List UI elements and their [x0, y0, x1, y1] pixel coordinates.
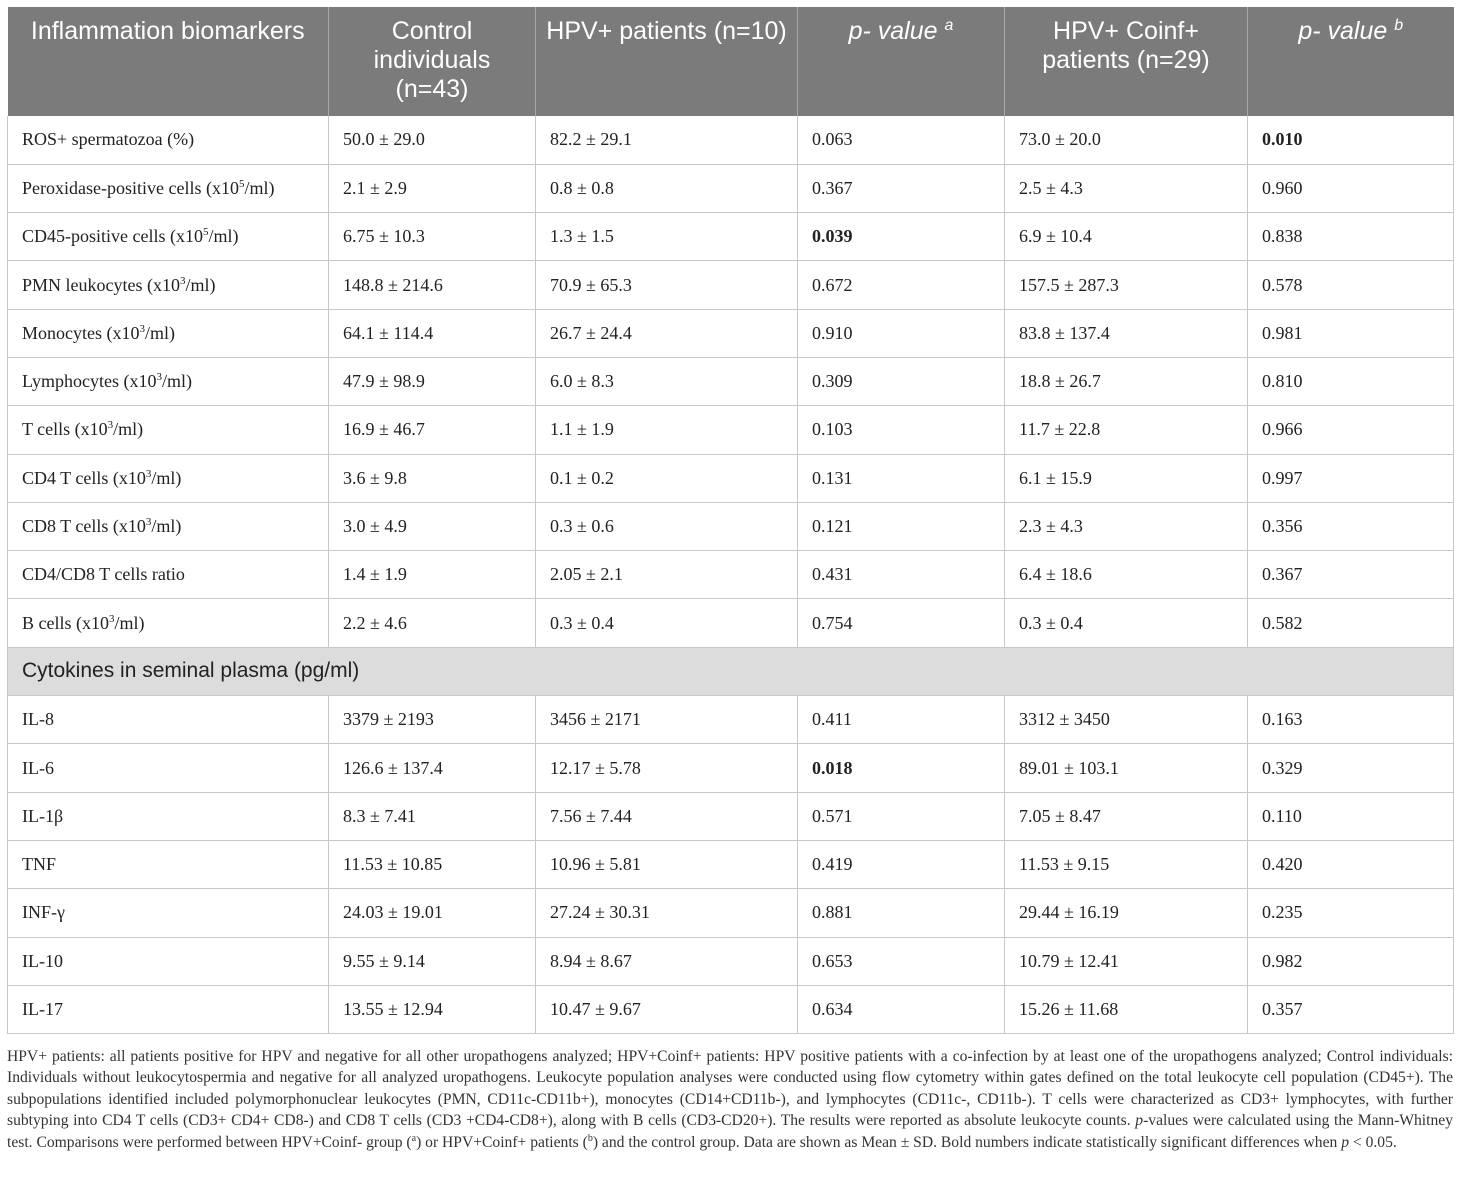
unit-exponent: 3: [179, 274, 186, 287]
p-value-b: 0.982: [1248, 937, 1454, 985]
unit-exponent: 3: [107, 419, 114, 432]
unit-suffix: /ml): [113, 419, 144, 440]
p-value-a: 0.367: [798, 164, 1005, 212]
control-value: 64.1 ± 114.4: [329, 309, 536, 357]
footnote-sup-a: a: [411, 1132, 417, 1144]
cytokine-name: INF-γ: [8, 889, 329, 937]
footnote-p-italic: p: [1135, 1112, 1144, 1130]
biomarker-label: CD45-positive cells (x10: [22, 226, 203, 247]
control-value: 50.0 ± 29.0: [329, 116, 536, 164]
coinf-value: 157.5 ± 287.3: [1005, 261, 1248, 309]
header-p-value-a-label: p- value: [848, 17, 938, 45]
table-footnote: [7, 1046, 1453, 1153]
unit-exponent: 3: [145, 516, 152, 529]
biomarker-label: CD4/CD8 T cells ratio: [22, 564, 185, 585]
hpv-value: 10.47 ± 9.67: [536, 985, 798, 1033]
p-value-a: 0.910: [798, 309, 1005, 357]
coinf-value: 6.9 ± 10.4: [1005, 213, 1248, 261]
footnote-sup-b: b: [587, 1132, 593, 1144]
table-row: [8, 502, 1454, 550]
hpv-value: 10.96 ± 5.81: [536, 840, 798, 888]
p-value-a: 0.653: [798, 937, 1005, 985]
p-value-b: 0.367: [1248, 551, 1454, 599]
p-value-a: 0.419: [798, 840, 1005, 888]
p-value-b: 0.357: [1248, 985, 1454, 1033]
hpv-value: 3456 ± 2171: [536, 696, 798, 744]
hpv-value: 0.3 ± 0.4: [536, 599, 798, 647]
header-coinf: HPV+ Coinf+ patients (n=29): [1005, 7, 1248, 116]
cytokine-name: IL-8: [8, 696, 329, 744]
table-row: [8, 213, 1454, 261]
unit-exponent: 3: [139, 322, 145, 335]
hpv-value: 8.94 ± 8.67: [536, 937, 798, 985]
coinf-value: 7.05 ± 8.47: [1005, 792, 1248, 840]
header-p-value-a: [798, 7, 1005, 116]
footnote-text-2: -values were calculated using the Mann-Whitney test. Comparisons were performed between HPV+Coinf- group (: [7, 1112, 1453, 1151]
unit-suffix: /ml): [151, 516, 182, 537]
coinf-value: 2.5 ± 4.3: [1005, 164, 1248, 212]
control-value: 2.2 ± 4.6: [329, 599, 536, 647]
section-row-cytokines: [8, 647, 1454, 695]
table-row: [8, 164, 1454, 212]
unit-suffix: /ml): [244, 177, 275, 198]
coinf-value: 0.3 ± 0.4: [1005, 599, 1248, 647]
coinf-value: 6.1 ± 15.9: [1005, 454, 1248, 502]
hpv-value: 7.56 ± 7.44: [536, 792, 798, 840]
p-value-b: 0.578: [1248, 261, 1454, 309]
coinf-value: 15.26 ± 11.68: [1005, 985, 1248, 1033]
hpv-value: 82.2 ± 29.1: [536, 116, 798, 164]
header-p-value-a-sup: a: [944, 17, 954, 34]
footnote-text-4: ) and the control group. Data are shown as Mean ± SD. Bold numbers indicate statistically significant differences when: [592, 1133, 1342, 1151]
biomarker-name: [8, 261, 329, 309]
control-value: 6.75 ± 10.3: [329, 213, 536, 261]
biomarker-label: B cells (x10: [22, 612, 109, 633]
table-row: [8, 454, 1454, 502]
control-value: 148.8 ± 214.6: [329, 261, 536, 309]
coinf-value: 89.01 ± 103.1: [1005, 744, 1248, 792]
table-row: [8, 792, 1454, 840]
coinf-value: 10.79 ± 12.41: [1005, 937, 1248, 985]
header-hpv: HPV+ patients (n=10): [536, 7, 798, 116]
p-value-a: 0.309: [798, 357, 1005, 405]
biomarker-name: [8, 551, 329, 599]
biomarker-label: Monocytes (x10: [22, 322, 140, 343]
header-p-value-b-sup: b: [1394, 17, 1404, 34]
p-value-a: 0.634: [798, 985, 1005, 1033]
unit-exponent: 3: [156, 371, 162, 384]
biomarker-label: ROS+ spermatozoa (%): [22, 129, 195, 150]
cytokine-name: IL-10: [8, 937, 329, 985]
table-row: [8, 551, 1454, 599]
hpv-value: 27.24 ± 30.31: [536, 889, 798, 937]
p-value-a: 0.103: [798, 406, 1005, 454]
unit-exponent: 3: [145, 467, 152, 480]
biomarker-name: [8, 116, 329, 164]
footnote-p-italic-2: p: [1341, 1133, 1349, 1151]
control-value: 3.6 ± 9.8: [329, 454, 536, 502]
p-value-a: 0.754: [798, 599, 1005, 647]
hpv-value: 6.0 ± 8.3: [536, 357, 798, 405]
coinf-value: 11.7 ± 22.8: [1005, 406, 1248, 454]
table-row: [8, 261, 1454, 309]
unit-exponent: 3: [109, 612, 115, 625]
control-value: 126.6 ± 137.4: [329, 744, 536, 792]
p-value-b: 0.966: [1248, 406, 1454, 454]
hpv-value: 0.8 ± 0.8: [536, 164, 798, 212]
biomarker-name: [8, 599, 329, 647]
cytokine-name: TNF: [8, 840, 329, 888]
cytokine-name: IL-6: [8, 744, 329, 792]
control-value: 11.53 ± 10.85: [329, 840, 536, 888]
control-value: 2.1 ± 2.9: [329, 164, 536, 212]
table-row: [8, 357, 1454, 405]
p-value-b: 0.997: [1248, 454, 1454, 502]
table-row: [8, 840, 1454, 888]
section-title: Cytokines in seminal plasma (pg/ml): [8, 647, 1454, 695]
biomarker-label: CD4 T cells (x10: [22, 467, 146, 488]
biomarkers-table: [7, 7, 1454, 1034]
unit-suffix: /ml): [185, 274, 216, 295]
biomarker-label: PMN leukocytes (x10: [22, 274, 180, 295]
cytokine-name: IL-17: [8, 985, 329, 1033]
control-value: 47.9 ± 98.9: [329, 357, 536, 405]
unit-suffix: /ml): [208, 226, 239, 247]
control-value: 1.4 ± 1.9: [329, 551, 536, 599]
unit-suffix: /ml): [151, 467, 182, 488]
p-value-b: 0.981: [1248, 309, 1454, 357]
unit-exponent: 5: [202, 226, 209, 239]
control-value: 9.55 ± 9.14: [329, 937, 536, 985]
unit-suffix: /ml): [161, 371, 192, 392]
coinf-value: 73.0 ± 20.0: [1005, 116, 1248, 164]
p-value-b: 0.420: [1248, 840, 1454, 888]
p-value-b: 0.163: [1248, 696, 1454, 744]
table-row: [8, 937, 1454, 985]
control-value: 24.03 ± 19.01: [329, 889, 536, 937]
control-value: 16.9 ± 46.7: [329, 406, 536, 454]
biomarker-label: T cells (x10: [22, 419, 108, 440]
biomarker-name: [8, 309, 329, 357]
coinf-value: 83.8 ± 137.4: [1005, 309, 1248, 357]
unit-suffix: /ml): [144, 322, 175, 343]
p-value-a: 0.431: [798, 551, 1005, 599]
table-row: [8, 406, 1454, 454]
p-value-a: 0.063: [798, 116, 1005, 164]
table-row: [8, 116, 1454, 164]
header-p-value-b-label: p- value: [1298, 17, 1388, 45]
table-row: [8, 599, 1454, 647]
control-value: 3379 ± 2193: [329, 696, 536, 744]
table-header: [8, 7, 1454, 116]
table-row: [8, 309, 1454, 357]
footnote-text-3: ) or HPV+Coinf+ patients (: [416, 1133, 588, 1151]
cytokine-name: IL-1β: [8, 792, 329, 840]
header-p-value-b: [1248, 7, 1454, 116]
table-row: [8, 744, 1454, 792]
unit-exponent: 5: [238, 177, 245, 190]
p-value-a: 0.121: [798, 502, 1005, 550]
p-value-a: 0.039: [798, 213, 1005, 261]
header-biomarkers: Inflammation biomarkers: [8, 7, 329, 116]
p-value-a: 0.571: [798, 792, 1005, 840]
biomarker-name: [8, 454, 329, 502]
footnote-text-5: < 0.05.: [1348, 1133, 1397, 1151]
control-value: 8.3 ± 7.41: [329, 792, 536, 840]
biomarker-name: [8, 406, 329, 454]
hpv-value: 0.3 ± 0.6: [536, 502, 798, 550]
biomarker-label: Peroxidase-positive cells (x10: [22, 177, 239, 198]
unit-suffix: /ml): [114, 612, 145, 633]
coinf-value: 2.3 ± 4.3: [1005, 502, 1248, 550]
p-value-b: 0.235: [1248, 889, 1454, 937]
coinf-value: 6.4 ± 18.6: [1005, 551, 1248, 599]
control-value: 3.0 ± 4.9: [329, 502, 536, 550]
p-value-a: 0.672: [798, 261, 1005, 309]
table-row: [8, 985, 1454, 1033]
hpv-value: 0.1 ± 0.2: [536, 454, 798, 502]
p-value-b: 0.838: [1248, 213, 1454, 261]
hpv-value: 1.3 ± 1.5: [536, 213, 798, 261]
control-value: 13.55 ± 12.94: [329, 985, 536, 1033]
p-value-b: 0.810: [1248, 357, 1454, 405]
coinf-value: 18.8 ± 26.7: [1005, 357, 1248, 405]
footnote-text-1: HPV+ patients: all patients positive for HPV and negative for all other uropathogens analyzed; HPV+Coinf+ patients: HPV positive patients with a co-infection by at least one of the uropathogens analyzed; Control individuals: Individuals without leukocytospermia and negative for all analyzed uropathogens. Leukocyte population analyses were conducted using flow cytometry within gates defined on the total leukocyte cell population (CD45+). The subpopulations identified included polymorphonuclear leukocytes (PMN, CD11c-CD11b+), monocytes (CD14+CD11b-), and lymphocytes (CD11c-, CD11b-). T cells were characterized as CD3+ lymphocytes, with further subtyping into CD4 T cells (CD3+ CD4+ CD8-) and CD8 T cells (CD3 +CD4-CD8+), along with B cells (CD3-CD20+). The results were reported as absolute leukocyte counts.: [7, 1048, 1453, 1130]
header-control: Control individuals (n=43): [329, 7, 536, 116]
coinf-value: 11.53 ± 9.15: [1005, 840, 1248, 888]
coinf-value: 3312 ± 3450: [1005, 696, 1248, 744]
table-body: [8, 116, 1454, 1034]
p-value-b: 0.356: [1248, 502, 1454, 550]
p-value-b: 0.010: [1248, 116, 1454, 164]
p-value-a: 0.881: [798, 889, 1005, 937]
biomarker-name: [8, 213, 329, 261]
p-value-b: 0.110: [1248, 792, 1454, 840]
hpv-value: 70.9 ± 65.3: [536, 261, 798, 309]
p-value-a: 0.131: [798, 454, 1005, 502]
biomarker-label: CD8 T cells (x10: [22, 516, 146, 537]
p-value-a: 0.018: [798, 744, 1005, 792]
table-row: [8, 696, 1454, 744]
hpv-value: 2.05 ± 2.1: [536, 551, 798, 599]
table-row: [8, 889, 1454, 937]
hpv-value: 26.7 ± 24.4: [536, 309, 798, 357]
hpv-value: 1.1 ± 1.9: [536, 406, 798, 454]
biomarker-name: [8, 502, 329, 550]
biomarker-label: Lymphocytes (x10: [22, 371, 157, 392]
p-value-b: 0.960: [1248, 164, 1454, 212]
p-value-b: 0.329: [1248, 744, 1454, 792]
hpv-value: 12.17 ± 5.78: [536, 744, 798, 792]
p-value-b: 0.582: [1248, 599, 1454, 647]
p-value-a: 0.411: [798, 696, 1005, 744]
table-container: [7, 7, 1453, 1034]
coinf-value: 29.44 ± 16.19: [1005, 889, 1248, 937]
biomarker-name: [8, 164, 329, 212]
biomarker-name: [8, 357, 329, 405]
